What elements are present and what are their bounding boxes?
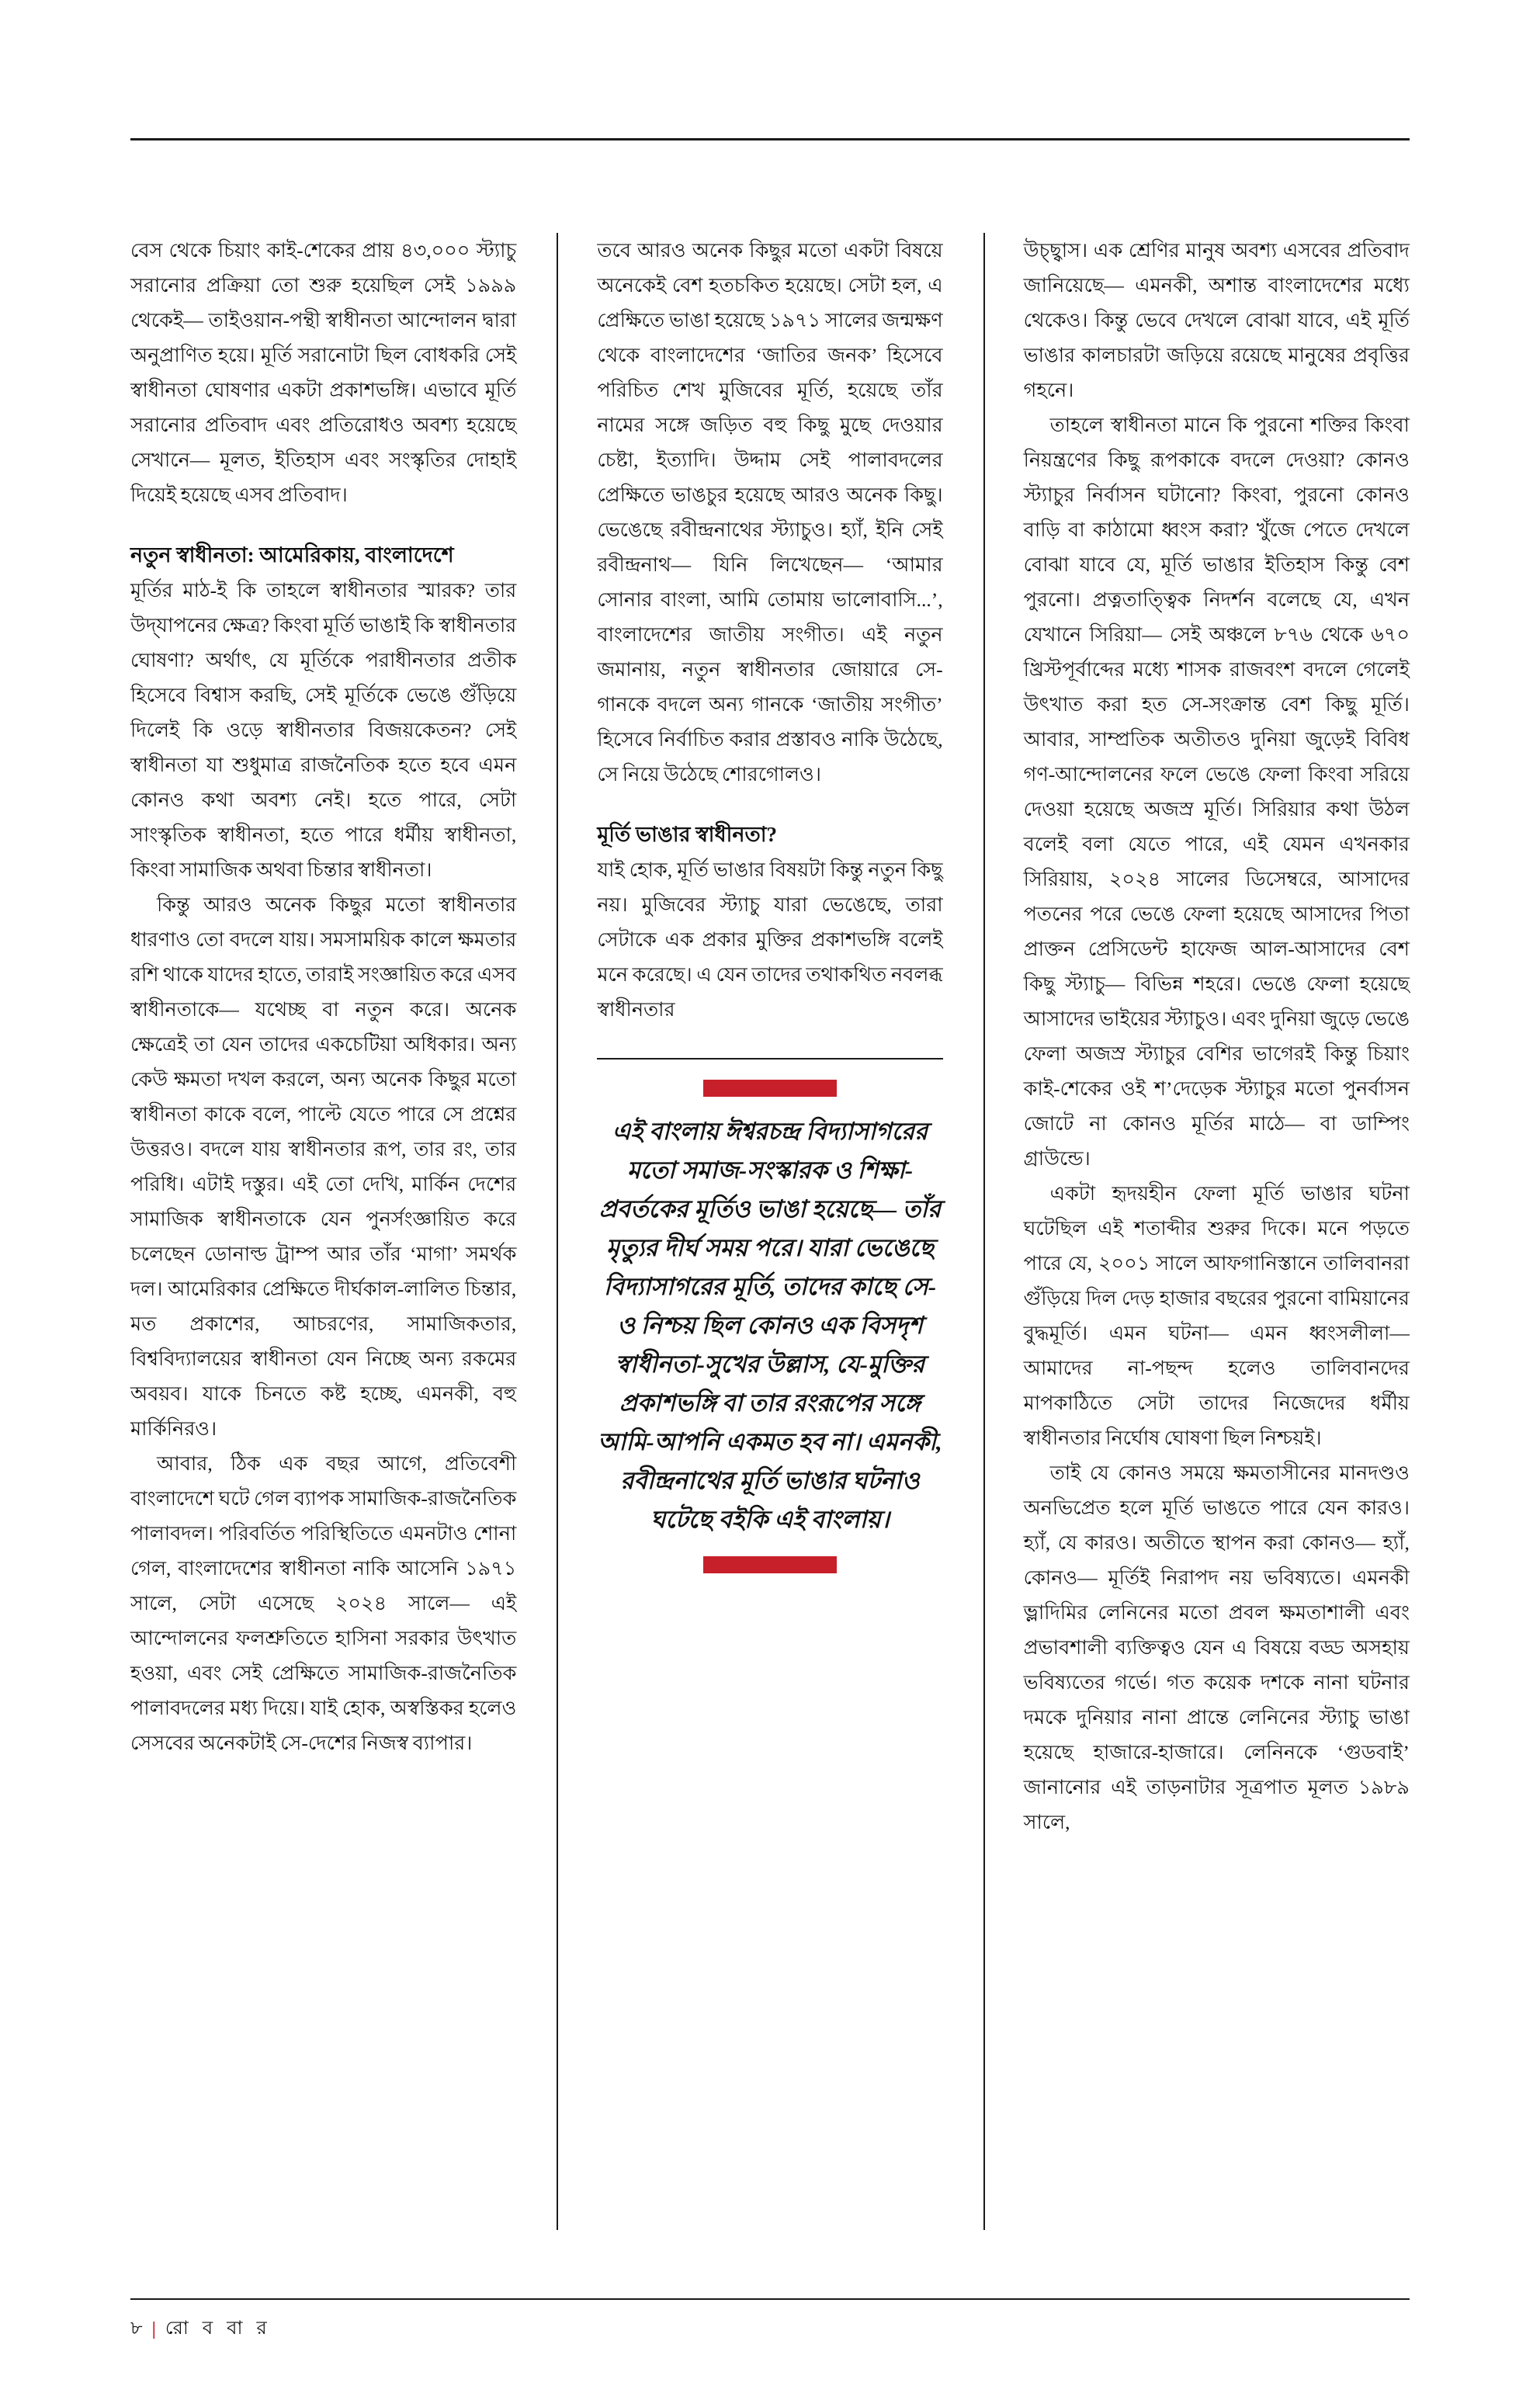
column-3: [983, 233, 1410, 2230]
paragraph: কিন্তু আরও অনেক কিছুর মতো স্বাধীনতার ধারণাও তো বদলে যায়। সমসাময়িক কালে ক্ষমতার রশি থাকে যাদের হাতে, তারাই সংজ্ঞায়িত করে এসব স্বাধীনতাকে— যথেচ্ছ বা নতুন করে। অনেক ক্ষেত্রেই তা যেন তাদের একচেটিয়া অধিকার। অন্য কেউ ক্ষমতা দখল করলে, অন্য অনেক কিছুর মতো স্বাধীনতা কাকে বলে, পাল্টে যেতে পারে সে প্রশ্নের উত্তরও। বদলে যায় স্বাধীনতার রূপ, তার রং, তার পরিধি। এটাই দস্তুর। এই তো দেখি, মার্কিন দেশের সামাজিক স্বাধীনতাকে যেন পুনর্সংজ্ঞায়িত করে চলেছেন ডোনাল্ড ট্রাম্প আর তাঁর ‘মাগা’ সমর্থক দল। আমেরিকার প্রেক্ষিতে দীর্ঘকাল-লালিত চিন্তার, মত প্রকাশের, আচরণের, সামাজিকতার, বিশ্ববিদ্যালয়ের স্বাধীনতা যেন নিচ্ছে অন্য রকমের অবয়ব। যাকে চিনতে কষ্ট হচ্ছে, এমনকী, বহু মার্কিনিরও।: [130, 893, 517, 1440]
pull-quote-box: [597, 1058, 942, 1573]
paragraph: উচ্ছ্বাস। এক শ্রেণির মানুষ অবশ্য এসবের প্রতিবাদ জানিয়েছে— এমনকী, অশান্ত বাংলাদেশের মধ্যে থেকেও। কিন্তু ভেবে দেখলে বোঝা যাবে, এই মূর্তি ভাঙার কালচারটা জড়িয়ে রয়েছে মানুষের প্রবৃত্তির গহনে।: [1023, 239, 1410, 401]
column-divider: [557, 233, 558, 2230]
column-divider: [983, 233, 985, 2230]
section-subhead-2: মূর্তি ভাঙার স্বাধীনতা?: [597, 823, 778, 846]
paragraph: তাই যে কোনও সময়ে ক্ষমতাসীনের মানদণ্ডও অনভিপ্রেত হলে মূর্তি ভাঙতে পারে যেন কারও। হ্যাঁ, যে কারও। অতীতে স্থাপন করা কোনও— হ্যাঁ, কোনও— মূর্তিই নিরাপদ নয় ভবিষ্যতে। এমনকী ভ্লাদিমির লেনিনের মতো প্রবল ক্ষমতাশালী এবং প্রভাবশালী ব্যক্তিত্বও যেন এ বিষয়ে বড্ড অসহায় ভবিষ্যতের গর্ভে। গত কয়েক দশকে নানা ঘটনার দমকে দুনিয়ার নানা প্রান্তে লেনিনের স্ট্যাচু ভাঙা হয়েছে হাজারে-হাজারে। লেনিনকে ‘গুডবাই’ জানানোর এই তাড়নাটার সূত্রপাত মূলত ১৯৮৯ সালে,: [1023, 1462, 1410, 1833]
footer-rule-divider: [130, 2298, 1410, 2300]
paragraph: মূর্তির মাঠ-ই কি তাহলে স্বাধীনতার স্মারক? তার উদ্‌যাপনের ক্ষেত্র? কিংবা মূর্তি ভাঙাই কি স্বাধীনতার ঘোষণা? অর্থাৎ, যে মূর্তিকে পরাধীনতার প্রতীক হিসেবে বিশ্বাস করছি, সেই মূর্তিকে ভেঙে গুঁড়িয়ে দিলেই কি ওড়ে স্বাধীনতার বিজয়কেতন? সেই স্বাধীনতা যা শুধুমাত্র রাজনৈতিক হতে হবে এমন কোনও কথা অবশ্য নেই। হতে পারে, সেটা সাংস্কৃতিক স্বাধীনতা, হতে পারে ধর্মীয় স্বাধীনতা, কিংবা সামাজিক অথবা চিন্তার স্বাধীনতা।: [130, 579, 517, 881]
column-2: [557, 233, 983, 2230]
paragraph: তাহলে স্বাধীনতা মানে কি পুরনো শক্তির কিংবা নিয়ন্ত্রণের কিছু রূপকাকে বদলে দেওয়া? কোনও স্ট্যাচুর নির্বাসন ঘটানো? কিংবা, পুরনো কোনও বাড়ি বা কাঠামো ধ্বংস করা? খুঁজে পেতে দেখলে বোঝা যাবে যে, মূর্তি ভাঙার ইতিহাস কিন্তু বেশ পুরনো। প্রত্নতাত্ত্বিক নিদর্শন বলেছে যে, এখন যেখানে সিরিয়া— সেই অঞ্চলে ৮৭৬ থেকে ৬৭০ খ্রিস্টপূর্বাব্দের মধ্যে শাসক রাজবংশ বদলে গেলেই উৎখাত করা হত সে-সংক্রান্ত বেশ কিছু মূর্তি। আবার, সাম্প্রতিক অতীতও দুনিয়া জুড়েই বিবিধ গণ-আন্দোলনের ফলে ভেঙে ফেলা কিংবা সরিয়ে দেওয়া হয়েছে অজস্র মূর্তি। সিরিয়ার কথা উঠল বলেই বলা যেতে পারে, এই যেমন এখনকার সিরিয়ায়, ২০২৪ সালের ডিসেম্বরে, আসাদের পতনের পরে ভেঙে ফেলা হয়েছে আসাদের পিতা প্রাক্তন প্রেসিডেন্ট হাফেজ আল-আসাদের বেশ কিছু স্ট্যাচু— বিভিন্ন শহরে। ভেঙে ফেলা হয়েছে আসাদের ভাইয়ের স্ট্যাচুও। এবং দুনিয়া জুড়ে ভেঙে ফেলা অজস্র স্ট্যাচুর বেশির ভাগেরই কিন্তু চিয়াং কাই-শেকের ওই শ’দেড়েক স্ট্যাচুর মতো পুনর্বাসন জোটে না কোনও মূর্তির মাঠে— বা ডাম্পিং গ্রাউন্ডে।: [1023, 414, 1410, 1170]
pull-quote-top-bar: [703, 1080, 837, 1097]
top-rule-divider: [130, 138, 1410, 140]
section-subhead-1: নতুন স্বাধীনতা: আমেরিকায়, বাংলাদেশে: [130, 543, 454, 567]
paragraph: যাই হোক, মূর্তি ভাঙার বিষয়টা কিন্তু নতুন কিছু নয়। মুজিবের স্ট্যাচু যারা ভেঙেছে, তারা সেটাকে এক প্রকার মুক্তির প্রকাশভঙ্গি বলেই মনে করেছে। এ যেন তাদের তথাকথিত নবলব্ধ স্বাধীনতার: [597, 858, 943, 1021]
paragraph: একটা হৃদয়হীন ফেলা মূর্তি ভাঙার ঘটনা ঘটেছিল এই শতাব্দীর শুরুর দিকে। মনে পড়তে পারে যে, ২০০১ সালে আফগানিস্তানে তালিবানরা গুঁড়িয়ে দিল দেড় হাজার বছরের পুরনো বামিয়ানের বুদ্ধমূর্তি। এমন ঘটনা— এমন ধ্বংসলীলা— আমাদের না-পছন্দ হলেও তালিবানদের মাপকাঠিতে সেটা তাদের নিজেদের ধর্মীয় স্বাধীনতার নির্ঘোষ ঘোষণা ছিল নিশ্চয়ই।: [1023, 1182, 1410, 1449]
magazine-name: রো ব বা র: [165, 2318, 272, 2339]
paragraph: আবার, ঠিক এক বছর আগে, প্রতিবেশী বাংলাদেশে ঘটে গেল ব্যাপক সামাজিক-রাজনৈতিক পালাবদল। পরিবর্তিত পরিস্থিতিতে এমনটাও শোনা গেল, বাংলাদেশের স্বাধীনতা নাকি আসেনি ১৯৭১ সালে, সেটা এসেছে ২০২৪ সালে— এই আন্দোলনের ফলশ্রুতিতে হাসিনা সরকার উৎখাত হওয়া, এবং সেই প্রেক্ষিতে সামাজিক-রাজনৈতিক পালাবদলের মধ্য দিয়ে। যাই হোক, অস্বস্তিকর হলেও সেসবের অনেকটাই সে-দেশের নিজস্ব ব্যাপার।: [130, 1452, 517, 1754]
folio: [130, 2314, 272, 2345]
paragraph: তবে আরও অনেক কিছুর মতো একটা বিষয়ে অনেকেই বেশ হতচকিত হয়েছে। সেটা হল, এ প্রেক্ষিতে ভাঙা হয়েছে ১৯৭১ সালের জন্মক্ষণ থেকে বাংলাদেশের ‘জাতির জনক’ হিসেবে পরিচিত শেখ মুজিবের মূর্তি, হয়েছে তাঁর নামের সঙ্গে জড়িত বহু কিছু মুছে দেওয়ার চেষ্টা, ইত্যাদি। উদ্দাম সেই পালাবদলের প্রেক্ষিতে ভাঙচুর হয়েছে আরও অনেক কিছু। ভেঙেছে রবীন্দ্রনাথের স্ট্যাচুও। হ্যাঁ, ইনি সেই রবীন্দ্রনাথ— যিনি লিখেছেন— ‘আমার সোনার বাংলা, আমি তোমায় ভালোবাসি...’, বাংলাদেশের জাতীয় সংগীত। এই নতুন জমানায়, নতুন স্বাধীনতার জোয়ারে সে-গানকে বদলে অন্য গানকে ‘জাতীয় সংগীত’ হিসেবে নির্বাচিত করার প্রস্তাবও নাকি উঠেছে, সে নিয়ে উঠেছে শোরগোলও।: [597, 239, 943, 786]
paragraph: বেস থেকে চিয়াং কাই-শেকের প্রায় ৪৩,০০০ স্ট্যাচু সরানোর প্রক্রিয়া তো শুরু হয়েছিল সেই ১৯৯৯ থেকেই— তাইওয়ান-পন্থী স্বাধীনতা আন্দোলন দ্বারা অনুপ্রাণিত হয়ে। মূর্তি সরানোটা ছিল বোধকরি সেই স্বাধীনতা ঘোষণার একটা প্রকাশভঙ্গি। এভাবে মূর্তি সরানোর প্রতিবাদ এবং প্রতিরোধও অবশ্য হয়েছে সেখানে— মূলত, ইতিহাস এবং সংস্কৃতির দোহাই দিয়েই হয়েছে এসব প্রতিবাদ।: [130, 239, 517, 506]
article-columns: [130, 233, 1410, 2230]
pull-quote-text: এই বাংলায় ঈশ্বরচন্দ্র বিদ্যাসাগরের মতো সমাজ-সংস্কারক ও শিক্ষা-প্রবর্তকের মূর্তিও ভাঙা হয়েছে— তাঁর মৃত্যুর দীর্ঘ সময় পরে। যারা ভেঙেছে বিদ্যাসাগরের মূর্তি, তাদের কাছে সে-ও নিশ্চয় ছিল কোনও এক বিসদৃশ স্বাধীনতা-সুখের উল্লাস, যে-মুক্তির প্রকাশভঙ্গি বা তার রংরূপের সঙ্গে আমি-আপনি একমত হব না। এমনকী, রবীন্দ্রনাথের মূর্তি ভাঙার ঘটনাও ঘটেছে বইকি এই বাংলায়।: [598, 1118, 942, 1533]
column-1: [130, 233, 557, 2230]
pull-quote-bottom-bar: [703, 1556, 837, 1573]
folio-page-number: ৮: [130, 2318, 144, 2339]
folio-separator: |: [151, 2318, 158, 2339]
